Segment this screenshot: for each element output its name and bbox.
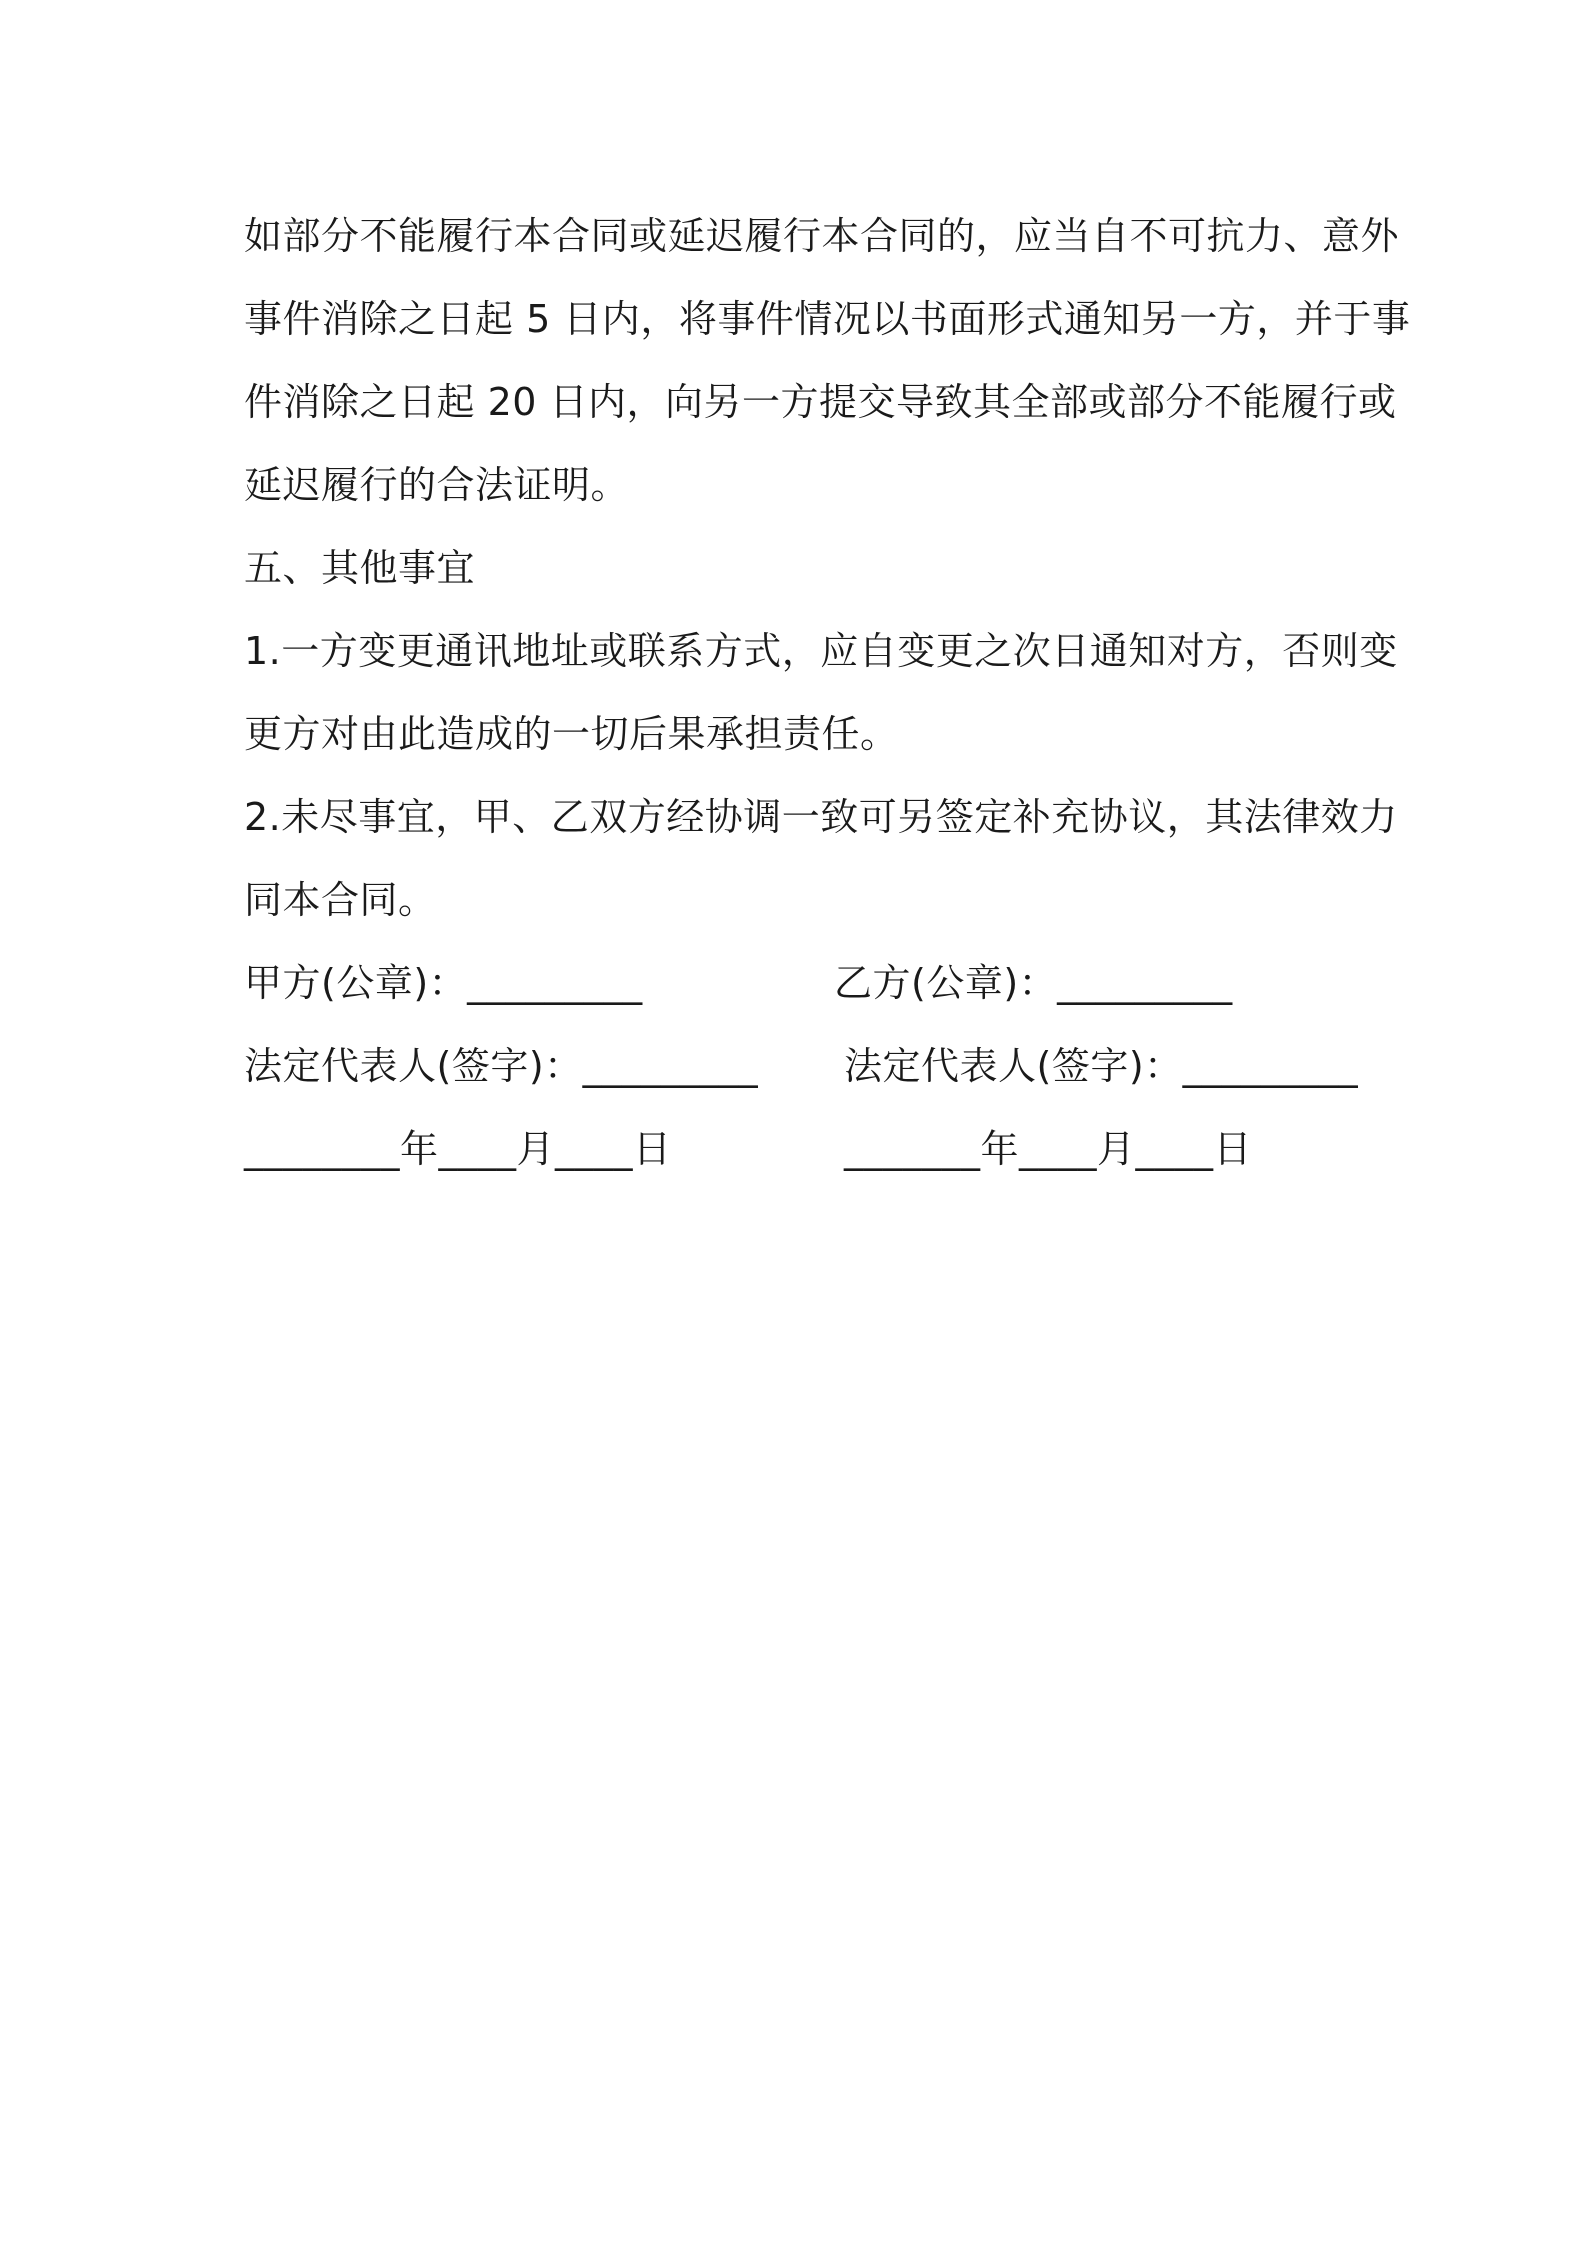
paragraph-line: 同本合同。 (244, 878, 437, 922)
party-b-seal-field: 乙方(公章)：_________ (834, 961, 1233, 1005)
clause-item-1 (244, 610, 1398, 776)
document-body (244, 195, 1411, 1191)
paragraph-line: 件消除之日起 20 日内，向另一方提交导致其全部或部分不能履行或 (244, 380, 1397, 424)
party-a-representative-field: 法定代表人(签字)：_________ (244, 1044, 759, 1088)
paragraph-line: 事件消除之日起 5 日内，将事件情况以书面形式通知另一方，并于事 (244, 297, 1411, 341)
paragraph-line: 如部分不能履行本合同或延迟履行本合同的，应当自不可抗力、意外 (244, 214, 1400, 258)
paragraph-line: 2.未尽事宜，甲、乙双方经协调一致可另签定补充协议，其法律效力 (244, 795, 1398, 839)
date-row (244, 1108, 1354, 1191)
representative-row (244, 1025, 1359, 1108)
paragraph-line: 1.一方变更通讯地址或联系方式，应自变更之次日通知对方，否则变 (244, 629, 1398, 673)
paragraph-line: 延迟履行的合法证明。 (244, 463, 630, 507)
party-b-representative-field: 法定代表人(签字)：_________ (844, 1044, 1359, 1088)
section-heading: 五、其他事宜 (244, 546, 476, 590)
seal-row (244, 942, 1354, 1025)
paragraph-line: 更方对由此造成的一切后果承担责任。 (244, 712, 899, 756)
signature-block (244, 942, 1359, 1191)
party-a-seal-field: 甲方(公章)：_________ (244, 961, 643, 1005)
clause-item-2 (244, 776, 1398, 942)
party-a-date-field: ________年____月____日 (244, 1127, 672, 1171)
party-b-date-field: _______年____月____日 (844, 1127, 1253, 1171)
force-majeure-paragraph (244, 195, 1411, 527)
